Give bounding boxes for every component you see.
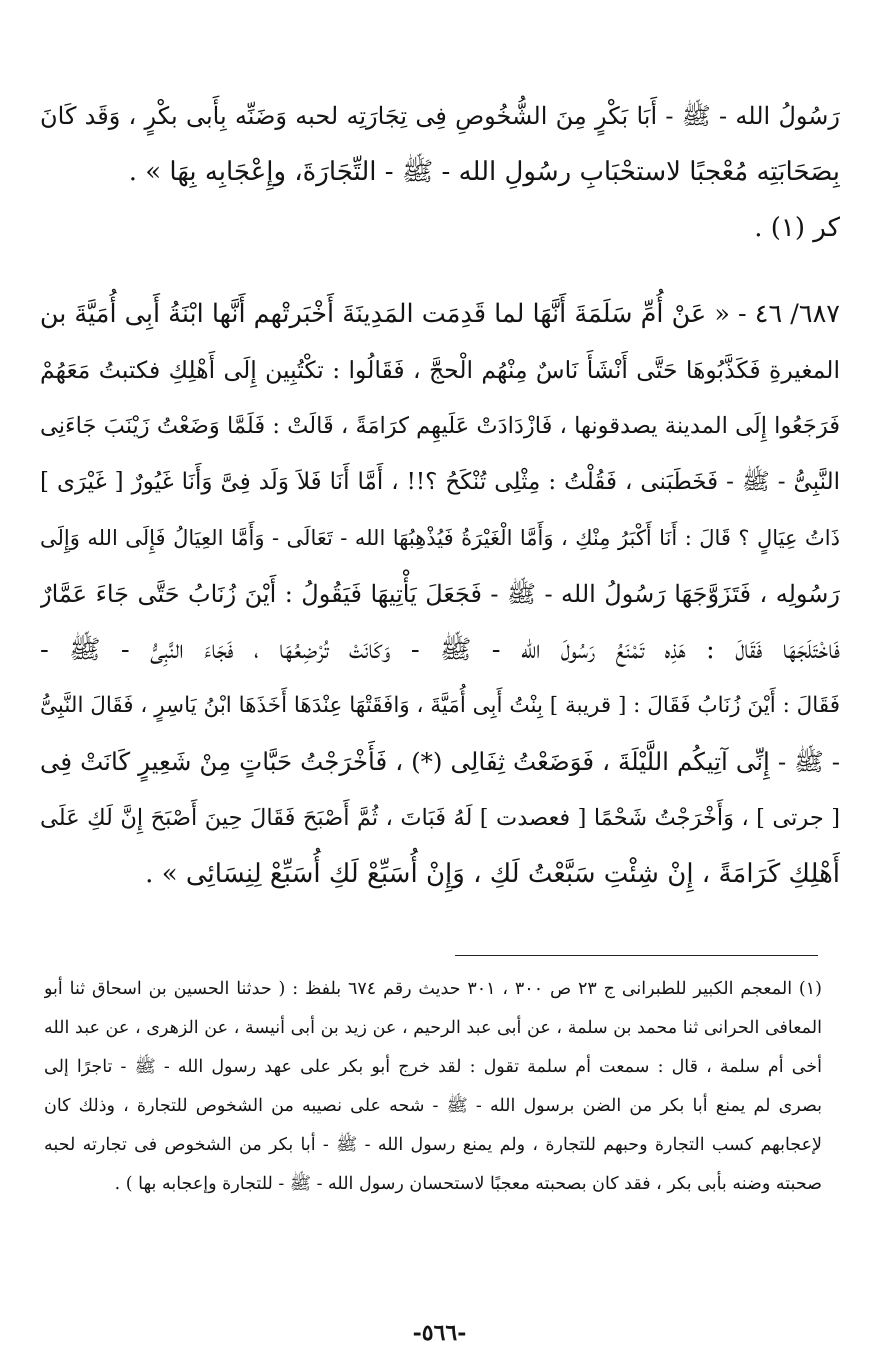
- page-number: -٥٦٦-: [412, 1320, 467, 1346]
- main-text: [40, 88, 840, 902]
- footnote-divider: [455, 955, 818, 956]
- footnote-line: لإعجابهم كسب التجارة وحبهم للتجارة ، ولم يمنع رسول الله - ﷺ - أبا بكر من الشخوص فى تجارته لحبه: [44, 1135, 822, 1155]
- hadith-line: رَسُولِه ، فَتَزَوَّجَهَا رَسُولُ الله - ﷺ - فَجَعَلَ يَأْتِيهَا فَيَقُولُ : أَيْنَ زُنَابُ حَتَّى جَاءَ عَمَّارٌ: [40, 580, 840, 608]
- hadith-line: المغيرةِ فَكَذَّبُوهَا حَتَّى أَنْشَأَ نَاسٌ مِنْهُم الْحجَّ ، فَقَالُوا : تكْتُبِين إِلَى أَهْلِكِ فكتبتُ مَعَهُمْ: [40, 356, 840, 384]
- hadith-line: [ جرتى ] ، وَأَخْرَجْتُ شَحْمًا [ فعصدت ] لَهُ فَبَاتَ ، ثُمَّ أَصْبَحَ فَقَالَ حِينَ أَصْبَحَ إِنَّ لَكِ عَلَى: [40, 805, 840, 831]
- hadith-line: ذَاتُ عِيَالٍ ؟ قَالَ : أَنَا أَكْبَرُ مِنْكِ ، وَأَمَّا الْغَيْرَةُ فَيُذْهِبُهَا الله - تَعَالَى - وَأَمَّا العِيَالُ فَإِلَى الله وَإِلَى: [40, 526, 840, 550]
- hadith-line: فَقَالَ : أَيْنَ زُنَابُ فَقَالَ : [ قريبة ] بِنْتُ أَبِى أُمَيَّةَ ، وَافَقَتْهَا عِنْدَهَا أَخَذَهَا ابْنُ يَاسِرٍ ، فَقَالَ النَّبِىُّ: [40, 693, 840, 718]
- hadith-line: أَهْلِكِ كَرَامَةً ، إِنْ شِئْتِ سَبَّعْتُ لَكِ ، وَإِنْ أُسَبِّعْ لَكِ أُسَبِّعْ لِنِسَائِى » .: [145, 859, 840, 889]
- hadith-line: ٦٨٧/ ٤٦ - « عَنْ أُمِّ سَلَمَةَ أَنَّهَا لما قَدِمَت المَدِينَةَ أَخْبَرتْهم أَنَّها ابْنَةُ أَبِى أُمَيَّةَ بن: [40, 299, 840, 329]
- hadith-line: فَاخْتَلَجَهَا فَقَالَ : هَذِه تَمْنَعُ رَسُولَ الله - ﷺ - وَكَانَتْ تُرْضِعُهَا ، فَجَاءَ النَّبِىُّ - ﷺ -: [40, 635, 840, 665]
- paragraph-gap: [40, 256, 840, 286]
- footnotes: [44, 970, 822, 1204]
- footnote-line: أخى أم سلمة ، قال : سمعت أم سلمة تقول : لقد خرج أبو بكر على عهد رسول الله - ﷺ - تاجرًا إلى: [44, 1057, 822, 1077]
- hadith-line: فَرَجَعُوا إِلَى المدينة يصدقونها ، فَازْدَادَتْ عَلَيهِم كرَامَةً ، قَالَتْ : فَلَمَّا وَضَعْتُ زَيْنَبَ جَاءَنِى: [40, 413, 840, 439]
- text-line: كر (١) .: [754, 213, 840, 243]
- footnote-line: المعافى الحرانى ثنا محمد بن سلمة ، عن أبى عبد الرحيم ، عن زيد بن أبى أنيسة ، عن الزهرى ، عن عبد الله: [44, 1018, 822, 1038]
- footnote-line: (١) المعجم الكبير للطبرانى ج ٢٣ ص ٣٠٠ ، ٣٠١ حديث رقم ٦٧٤ بلفظ : ( حدثنا الحسين بن اسحاق ثنا أبو: [44, 979, 822, 999]
- text-line: رَسُولُ الله - ﷺ - أَبَا بَكْرٍ مِنَ الشُّخُوصِ فِى تِجَارَتِه لحبه وَضَنِّه بِأَبى بكْرٍ ، وَقَد كَانَ: [40, 102, 840, 130]
- footnote-line: صحبته وضنه بأبى بكر ، فقد كان بصحبته معجبًا لاستحسان رسول الله - ﷺ - للتجارة وإعجابه بها ) .: [114, 1174, 822, 1194]
- footnote-line: بصرى لم يمنع أبا بكر من الضن برسول الله - ﷺ - شحه على نصيبه من الشخوص للتجارة ، وذلك كان: [44, 1096, 822, 1116]
- hadith-line: النَّبِىُّ - ﷺ - فَخَطَبَنى ، فَقُلْتُ : مِثْلِى تُنْكَحُ ؟!! ، أَمَّا أَنَا فَلاَ وَلَد فِىَّ وَأَنَا غَيُورٌ [ غَيْرَى ]: [40, 469, 840, 495]
- hadith-line: - ﷺ - إِنِّى آتِيكُم اللَّيْلَةَ ، فَوَضَعْتُ ثِفَالِى (*) ، فَأَخْرَجْتُ حَبَّاتٍ مِنْ شَعِيرٍ كَانَتْ فِى: [40, 747, 840, 776]
- text-line: بِصَحَابَتِه مُعْجبًا لاستحْبَابِ رسُولِ الله - ﷺ - التِّجَارَةَ، وإِعْجَابِه بِهَا » .: [128, 157, 840, 187]
